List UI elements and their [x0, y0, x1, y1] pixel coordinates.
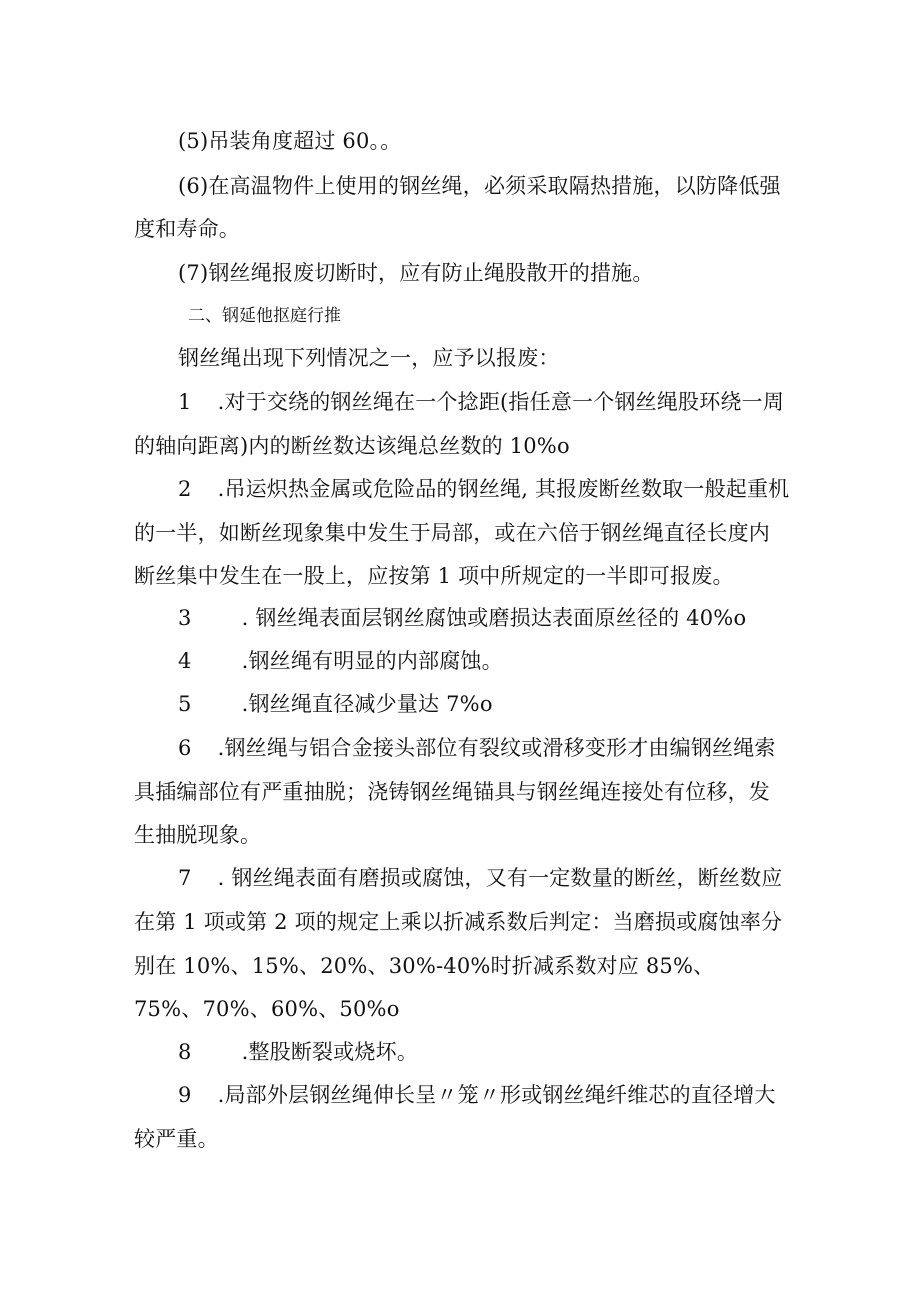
item-number: 9: [178, 1083, 192, 1107]
list-item: [178, 733, 838, 763]
list-item: [178, 863, 838, 893]
item-number: 6: [178, 736, 192, 760]
item-text: .对于交绕的钢丝绳在一个捻距(指任意一个钢丝绳股环绕一周: [217, 390, 785, 414]
text-line: 具插编部位有严重抽脱；浇铸钢丝绳锚具与钢丝绳连接处有位移，发: [134, 780, 770, 804]
item-text: .吊运炽热金属或危险品的钢丝绳, 其报废断丝数取一般起重机: [217, 477, 790, 501]
section-heading: 二、钢延他抠庭行推: [188, 306, 341, 326]
item-text: . 钢丝绳表面有磨损或腐蚀，又有一定数量的断丝，断丝数应: [217, 866, 783, 890]
item-number: 4: [178, 649, 192, 673]
text-line: 生抽脱现象。: [134, 823, 262, 847]
text-line: 在第 1 项或第 2 项的规定上乘以折减系数后判定：当磨损或腐蚀率分: [134, 910, 783, 934]
text-line: 别在 10%、15%、20%、30%-40%时折减系数对应 85%、: [134, 954, 715, 978]
text-line: 75%、70%、60%、50%o: [134, 997, 400, 1021]
item-text: .整股断裂或烧坏。: [241, 1040, 419, 1064]
item-number: 5: [178, 692, 192, 716]
list-item: [178, 1037, 838, 1067]
list-item: [178, 603, 838, 633]
text-line: 的一半，如断丝现象集中发生于局部，或在六倍于钢丝绳直径长度内: [134, 521, 770, 545]
text-line: (7)钢丝绳报废切断时，应有防止绳股散开的措施。: [178, 261, 654, 285]
item-number: 8: [178, 1040, 192, 1064]
item-number: 1: [178, 390, 192, 414]
item-text: . 钢丝绳表面层钢丝腐蚀或磨损达表面原丝径的 40%o: [241, 606, 747, 630]
item-number: 7: [178, 866, 192, 890]
text-line: 断丝集中发生在一股上，应按第 1 项中所规定的一半即可报废。: [134, 564, 734, 588]
text-line: 度和寿命。: [134, 217, 240, 241]
text-line: 较严重。: [134, 1127, 219, 1151]
list-item: [178, 689, 838, 719]
item-text: .钢丝绳有明显的内部腐蚀。: [241, 649, 503, 673]
text-line: 钢丝绳出现下列情况之一，应予以报废：: [178, 346, 560, 370]
list-item: [178, 1080, 838, 1110]
item-text: .局部外层钢丝绳伸长呈〃笼〃形或钢丝绳纤维芯的直径增大: [217, 1083, 776, 1107]
text-line: (6)在高温物件上使用的钢丝绳，必须采取隔热措施，以防降低强: [178, 174, 781, 198]
item-number: 3: [178, 606, 192, 630]
list-item: [178, 646, 838, 676]
text-line: 的轴向距离)内的断丝数达该绳总丝数的 10%o: [134, 434, 570, 458]
item-text: .钢丝绳与铝合金接头部位有裂纹或滑移变形才由编钢丝绳索: [217, 736, 776, 760]
item-number: 2: [178, 477, 192, 501]
list-item: [178, 387, 838, 417]
item-text: .钢丝绳直径减少量达 7%o: [241, 692, 493, 716]
text-line: (5)吊装角度超过 60。。: [178, 129, 402, 153]
list-item: [178, 474, 838, 504]
